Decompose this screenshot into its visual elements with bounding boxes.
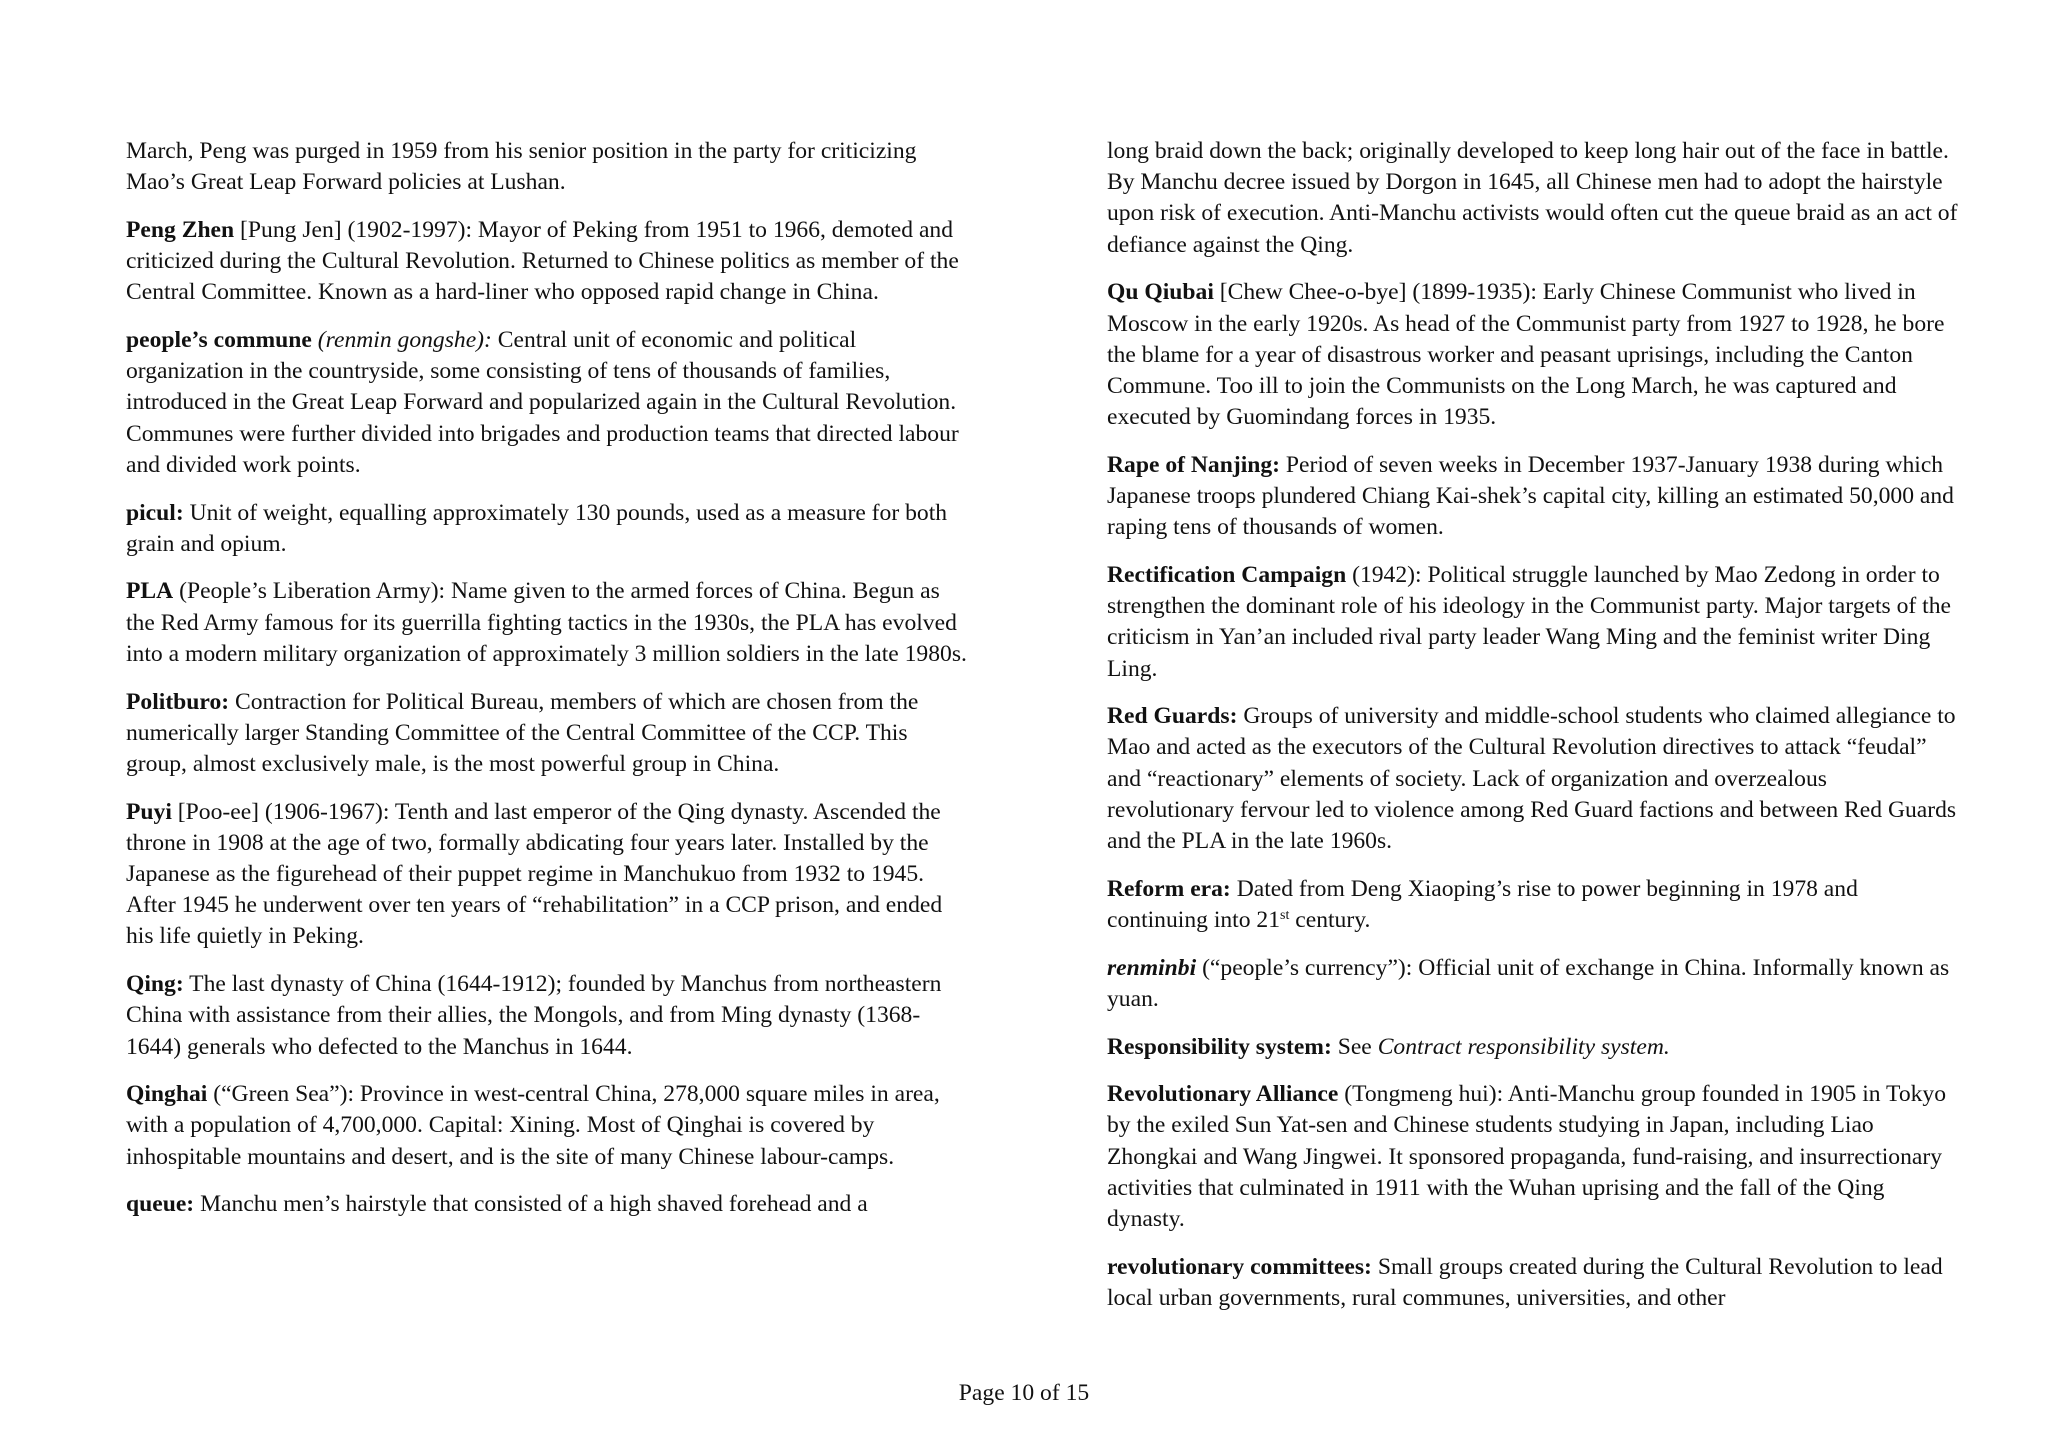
entry-revolutionary-alliance [1107, 1079, 1959, 1235]
entry-term: Responsibility system: [1107, 1033, 1332, 1060]
entry-term: Puyi [126, 798, 172, 825]
entry-rape-of-nanjing [1107, 450, 1959, 544]
entry-italic: Contract responsibility system. [1377, 1033, 1670, 1060]
entry-text: Central unit of economic and political organization in the countryside, some consisting of tens of thousands of families, introduced in the Great Leap Forward and popularized again in the Cultural Revolution. Communes were further divided into brigades and production teams that directed labour and divided work points. [126, 327, 959, 478]
entry-text: Unit of weight, equalling approximately 130 pounds, used as a measure for both grain and opium. [126, 499, 948, 557]
entry-qinghai [126, 1079, 968, 1173]
entry-puyi [126, 797, 968, 953]
entry-text: The last dynasty of China (1644-1912); founded by Manchus from northeastern China with assistance from their allies, the Mongols, and from Ming dynasty (1368-1644) generals who defected to the Manchus in 1644. [126, 971, 942, 1060]
entry-peoples-commune [126, 325, 968, 481]
entry-text: Period of seven weeks in December 1937-January 1938 during which Japanese troops plundered Chiang Kai-shek’s capital city, killing an estimated 50,000 and raping tens of thousands of women. [1107, 451, 1954, 541]
entry-pla [126, 576, 968, 670]
entry-term: picul: [126, 499, 184, 526]
entry-text: Groups of university and middle-school students who claimed allegiance to Mao and acted as the executors of the Cultural Revolution directives to attack “feudal” and “reactionary” elements of society. Lack of organization and overzealous revolutionary fervour led to violence among Red Guard factions and between Red Guards and the PLA in the late 1960s. [1107, 703, 1957, 855]
entry-qing [126, 969, 968, 1063]
entry-renminbi [1107, 953, 1959, 1015]
entry-text: Small groups created during the Cultural Revolution to lead local urban governments, rural communes, universities, and other [1107, 1253, 1943, 1311]
entry-text: (“Green Sea”): Province in west-central China, 278,000 square miles in area, with a population of 4,700,000. Capital: Xining. Most of Qinghai is covered by inhospitable mountains and desert, and is the site of many Chinese labour-camps. [126, 1081, 940, 1170]
entry-text: (Tongmeng hui): Anti-Manchu group founded in 1905 in Tokyo by the exiled Sun Yat-sen and Chinese students studying in Japan, including Liao Zhongkai and Wang Jingwei. It sponsored propaganda, fund-raising, and insurrectionary activities that culminated in 1911 with the Wuhan uprising and the fall of the Qing dynasty. [1107, 1081, 1947, 1233]
entry-term: Red Guards: [1107, 703, 1238, 730]
entry-term: renminbi [1107, 954, 1197, 981]
entry-term: Qu Qiubai [1107, 279, 1214, 306]
entry-text: March, Peng was purged in 1959 from his senior position in the party for criticizing Mao’s Great Leap Forward policies at Lushan. [126, 138, 917, 196]
entry-term: people’s commune [126, 327, 312, 354]
page-footer [0, 1378, 2048, 1409]
entry-qu-qiubai [1107, 277, 1959, 433]
entry-rectification-campaign [1107, 560, 1959, 685]
entry-term: Politburo: [126, 688, 230, 715]
entry-text-tail: century. [1289, 906, 1371, 933]
entry-peng-dehuai-continued [126, 136, 968, 198]
entry-peng-zhen [126, 215, 968, 309]
entry-term: Rectification Campaign [1107, 561, 1347, 588]
entry-term: Qing: [126, 971, 184, 998]
entry-term: Qinghai [126, 1081, 208, 1108]
entry-text: See [1331, 1033, 1378, 1060]
superscript-st: st [1280, 907, 1290, 923]
entry-responsibility-system [1107, 1032, 1959, 1063]
entry-reform-era [1107, 874, 1959, 936]
entry-red-guards [1107, 701, 1959, 857]
entry-term: Rape of Nanjing: [1107, 451, 1281, 478]
entry-text: Dated from Deng Xiaoping’s rise to power beginning in 1978 and continuing into 21 [1107, 875, 1858, 933]
entry-text: [Pung Jen] (1902-1997): Mayor of Peking from 1951 to 1966, demoted and criticized during the Cultural Revolution. Returned to Chinese politics as member of the Central Committee. Known as a hard-liner who opposed rapid change in China. [126, 216, 959, 306]
entry-italic: (renmin gongshe): [311, 327, 492, 354]
entry-queue [126, 1189, 968, 1220]
entry-term: Reform era: [1107, 875, 1231, 902]
entry-term: queue: [126, 1191, 195, 1218]
entry-queue-continued [1107, 136, 1959, 261]
entry-text: Contraction for Political Bureau, members of which are chosen from the numerically larger Standing Committee of the Central Committee of the CCP. This group, almost exclusively male, is the most powerful group in China. [126, 688, 919, 777]
entry-term: Revolutionary Alliance [1107, 1081, 1339, 1108]
entry-text: [Chew Chee-o-bye] (1899-1935): Early Chinese Communist who lived in Moscow in the early 1920s. As head of the Communist party from 1927 to 1928, he bore the blame for a year of disastrous worker and peasant uprisings, including the Canton Commune. Too ill to join the Communists on the Long March, he was captured and executed by Guomindang forces in 1935. [1107, 279, 1945, 431]
page-number: Page 10 of 15 [958, 1380, 1090, 1406]
entry-text: [Poo-ee] (1906-1967): Tenth and last emperor of the Qing dynasty. Ascended the throne in 1908 at the age of two, formally abdicating four years later. Installed by the Japanese as the figurehead of their puppet regime in Manchukuo from 1932 to 1945. After 1945 he underwent over ten years of “rehabilitation” in a CCP prison, and ended his life quietly in Peking. [126, 798, 943, 950]
entry-text: (People’s Liberation Army): Name given to the armed forces of China. Begun as the Red Army famous for its guerrilla fighting tactics in the 1930s, the PLA has evolved into a modern military organization of approximately 3 million soldiers in the late 1980s. [126, 578, 967, 667]
entry-text: Manchu men’s hairstyle that consisted of a high shaved forehead and a [194, 1191, 868, 1218]
entry-term: revolutionary committees: [1107, 1253, 1372, 1280]
right-column [1107, 136, 1959, 1331]
entry-text: (1942): Political struggle launched by Mao Zedong in order to strengthen the dominant role of his ideology in the Communist party. Major targets of the criticism in Yan’an included rival party leader Wang Ming and the feminist writer Ding Ling. [1107, 561, 1951, 682]
left-column [126, 136, 968, 1237]
entry-revolutionary-committees [1107, 1252, 1959, 1314]
entry-picul [126, 498, 968, 560]
entry-term: Peng Zhen [126, 216, 235, 243]
entry-politburo [126, 687, 968, 781]
entry-text: (“people’s currency”): Official unit of exchange in China. Informally known as yuan. [1107, 954, 1950, 1012]
entry-text: long braid down the back; originally developed to keep long hair out of the face in battle. By Manchu decree issued by Dorgon in 1645, all Chinese men had to adopt the hairstyle upon risk of execution. Anti-Manchu activists would often cut the queue braid as an act of defiance against the Qing. [1107, 138, 1958, 258]
entry-term: PLA [126, 578, 174, 605]
